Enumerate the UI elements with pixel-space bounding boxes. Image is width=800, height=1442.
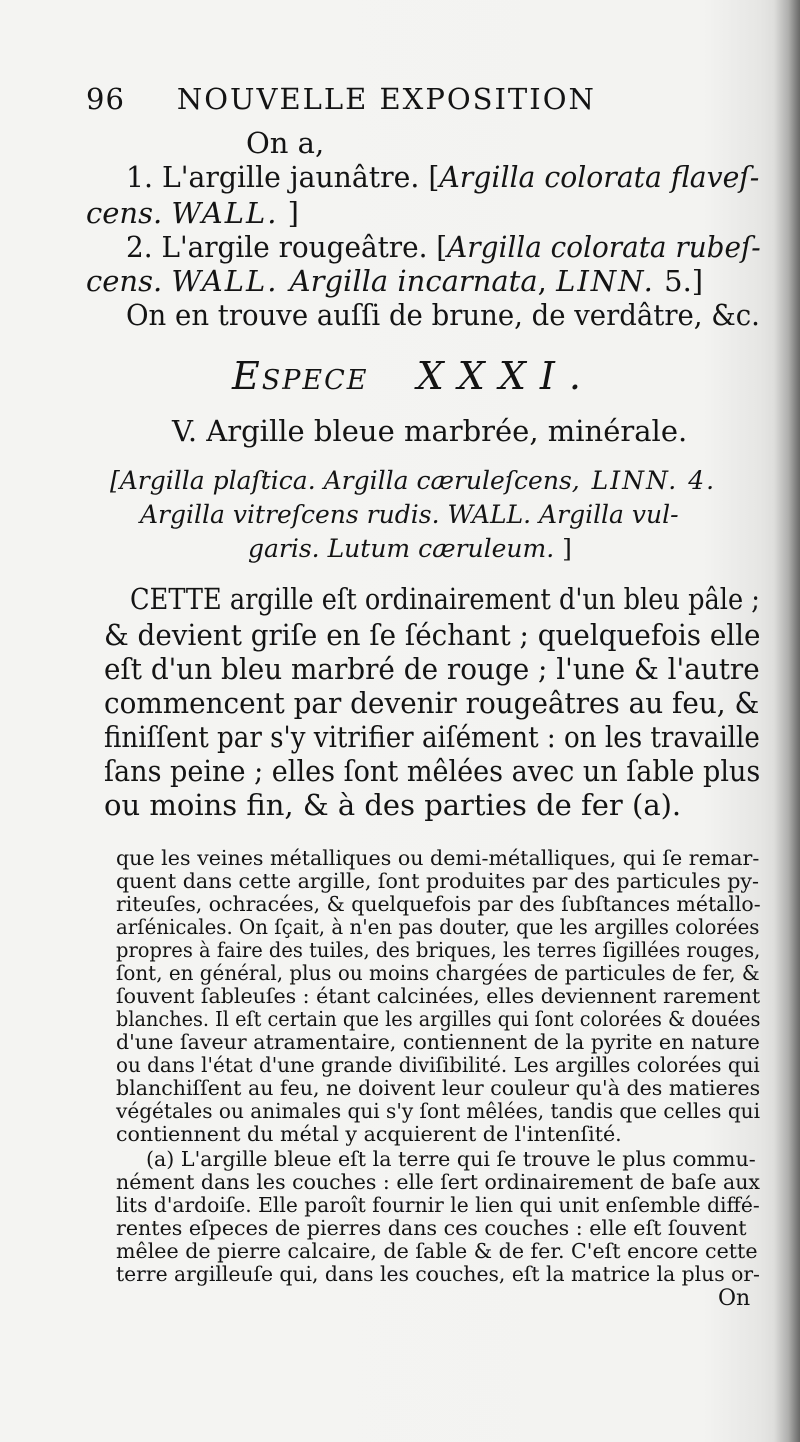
synonyms-line-3: garis. Lutum cæruleum. ] [248, 534, 572, 563]
footnote-line: blanches. Il eſt certain que les argilles qui ſont colorées & douées [116, 1007, 761, 1031]
body-line: ou moins fin, & à des parties de fer (a). [104, 788, 682, 822]
body-line: finiſſent par s'y vitrifier aiſément : on les travaille [104, 720, 760, 754]
footnote-line: mêlee de pierre calcaire, de ſable & de fer. C'eſt encore cette [116, 1239, 758, 1263]
page-number: 96 [86, 82, 125, 116]
also-found-text: On en trouve auſſi de brune, de verdâtre, &c. [126, 298, 760, 332]
page-gutter-shadow [774, 0, 800, 1442]
intro-text: On a, [246, 126, 325, 160]
item-2-line-1: 2. L'argile rougeâtre. [Argilla colorata rubeſ- [126, 230, 761, 264]
footnote-line: végétales ou animales qui s'y ſont mêlées, tandis que celles qui [116, 1099, 761, 1123]
item-1-line-1: 1. L'argille jaunâtre. [Argilla colorata flaveſ- [126, 160, 760, 194]
footnote-line: lits d'ardoiſe. Elle paroît fournir le lien qui unit enſemble diffé- [116, 1193, 760, 1217]
body-line: & devient griſe en ſe ſéchant ; quelquefois elle [104, 618, 761, 652]
footnote-line: riteuſes, ochracées, & quelquefois par des ſubſtances métallo- [116, 892, 761, 916]
body-line: CETTE argille eſt ordinairement d'un bleu pâle ; [130, 582, 760, 616]
footnote-line: blanchiſſent au feu, ne doivent leur couleur qu'à des matieres [116, 1076, 761, 1100]
body-line: ſans peine ; elles ſont mêlées avec un ſable plus [104, 754, 761, 788]
synonyms-line-1: [Argilla plaſtica. Argilla cæruleſcens, LINN. 4. [110, 466, 717, 495]
footnote-line: ſont, en général, plus ou moins chargées de particules de fer, & [116, 961, 760, 985]
body-line: eſt d'un bleu marbré de rouge ; l'une & l'autre [104, 652, 760, 686]
footnote-line: ſouvent ſableuſes : étant calcinées, elles deviennent rarement [116, 984, 761, 1008]
footnote-line: d'une ſaveur atramentaire, contiennent de la pyrite en nature [116, 1030, 760, 1054]
footnote-line: nément dans les couches : elle ſert ordinairement de baſe aux [116, 1170, 760, 1194]
footnote-line: ou dans l'état d'une grande diviſibilité. Les argilles colorées qui [116, 1053, 760, 1077]
synonyms-line-2: Argilla vitreſcens rudis. WALL. Argilla vul- [140, 500, 679, 529]
species-heading: Espece XXXI. [232, 354, 595, 398]
footnote-line: que les veines métalliques ou demi-métalliques, qui ſe remar- [116, 846, 760, 870]
footnote-line: rentes eſpeces de pierres dans ces couches : elle eſt ſouvent [116, 1216, 747, 1240]
item-2-line-2: cens. WALL. Argilla incarnata, LINN. 5.] [86, 264, 704, 298]
catchword: On [718, 1286, 751, 1311]
footnote-line: (a) L'argille bleue eſt la terre qui ſe trouve le plus commu- [146, 1147, 756, 1171]
species-name: V. Argille bleue marbrée, minérale. [172, 414, 688, 448]
footnote-line: contiennent du métal y acquierent de l'intenſité. [116, 1122, 622, 1146]
footnote-line: terre argilleuſe qui, dans les couches, eſt la matrice la plus or- [116, 1262, 760, 1286]
footnote-line: quent dans cette argille, ſont produites par des particules py- [116, 869, 760, 893]
footnote-line: arſénicales. On ſçait, à n'en pas douter, que les argilles colorées [116, 915, 760, 939]
item-1-line-2: cens. WALL. ] [86, 196, 299, 230]
running-head-title: NOUVELLE EXPOSITION [176, 82, 596, 116]
footnote-line: propres à faire des tuiles, des briques, les terres ſigillées rouges, [116, 938, 761, 962]
body-line: commencent par devenir rougeâtres au feu, & [104, 686, 760, 720]
running-head [86, 82, 596, 116]
